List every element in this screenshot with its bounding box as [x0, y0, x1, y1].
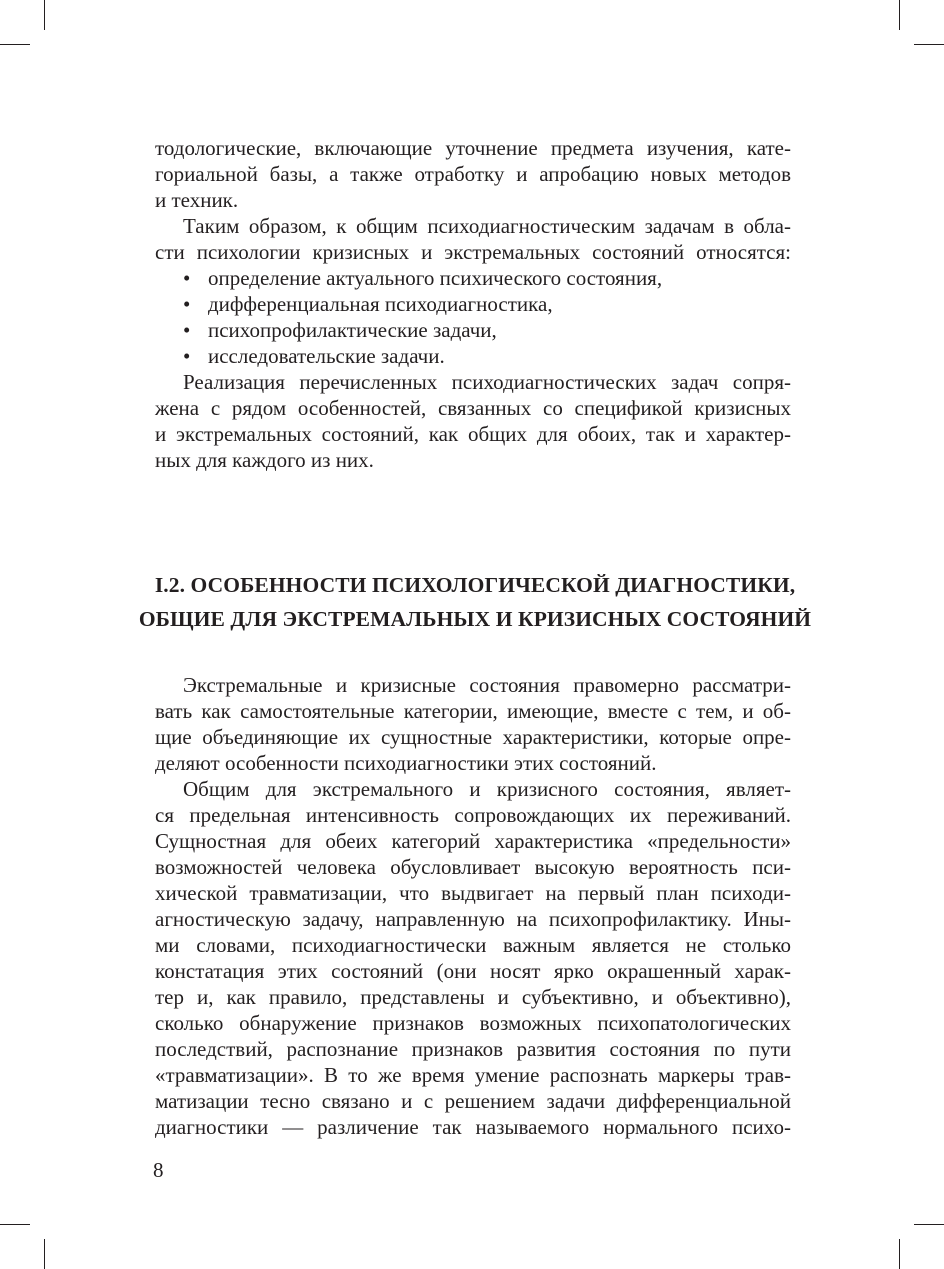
paragraph-line: матизации тесно связано и с решением задачи дифференциальной	[155, 1089, 791, 1113]
list-item-text: исследовательские задачи.	[208, 344, 445, 368]
paragraph-line: ных для каждого из них.	[155, 448, 374, 472]
section-heading-line: I.2. ОСОБЕННОСТИ ПСИХОЛОГИЧЕСКОЙ ДИАГНОСТИКИ,	[154, 573, 796, 597]
page-number: 8	[153, 1158, 164, 1182]
paragraph-line: сти психологии кризисных и экстремальных состояний относятся:	[155, 240, 791, 264]
paragraph-line: Общим для экстремального и кризисного состояния, являет-	[183, 777, 791, 801]
crop-mark-bottom-right	[899, 1239, 900, 1269]
crop-mark-bottom-left	[0, 1224, 30, 1225]
section-heading	[120, 568, 830, 636]
crop-mark-top-left	[44, 0, 45, 30]
paragraph-line: сколько обнаружение признаков возможных психопатологических	[155, 1011, 791, 1035]
paragraph-line: последствий, распознание признаков развития состояния по пути	[155, 1037, 791, 1061]
paragraph-line: возможностей человека обусловливает высокую вероятность пси-	[155, 855, 791, 879]
list-item-text: дифференциальная психодиагностика,	[208, 292, 553, 316]
intro-text-block	[155, 135, 791, 473]
paragraph-line: вать как самостоятельные категории, имеющие, вместе с тем, и об-	[155, 699, 791, 723]
paragraph-line: и экстремальных состояний, как общих для обоих, так и характер-	[155, 422, 791, 446]
list-item-text: определение актуального психического состояния,	[208, 266, 663, 290]
paragraph-line: Реализация перечисленных психодиагностических задач сопря-	[183, 370, 791, 394]
body-text-block	[155, 672, 791, 1140]
bullet-icon: •	[183, 318, 191, 342]
list-item	[155, 317, 791, 343]
list-item	[155, 265, 791, 291]
paragraph-line: и техник.	[155, 188, 239, 212]
paragraph-line: агностическую задачу, направленную на психопрофилактику. Ины-	[155, 907, 791, 931]
paragraph-line: хической травматизации, что выдвигает на первый план психоди-	[155, 881, 791, 905]
paragraph-line: ми словами, психодиагностически важным является не столько	[155, 933, 791, 957]
paragraph-line: ся предельная интенсивность сопровождающих их переживаний.	[155, 803, 791, 827]
bullet-icon: •	[183, 266, 191, 290]
bullet-icon: •	[183, 292, 191, 316]
paragraph-line: щие объединяющие их сущностные характеристики, которые опре-	[155, 725, 791, 749]
paragraph-line: жена с рядом особенностей, связанных со спецификой кризисных	[155, 396, 791, 420]
list-item	[155, 343, 791, 369]
paragraph-line: тодологические, включающие уточнение предмета изучения, кате-	[155, 136, 791, 160]
crop-mark-bottom-right	[914, 1224, 944, 1225]
crop-mark-top-left	[0, 44, 30, 45]
crop-mark-top-right	[899, 0, 900, 30]
task-list	[155, 265, 791, 369]
paragraph-line: «травматизации». В то же время умение распознать маркеры трав-	[155, 1063, 791, 1087]
section-heading-line: ОБЩИЕ ДЛЯ ЭКСТРЕМАЛЬНЫХ И КРИЗИСНЫХ СОСТОЯНИЙ	[138, 607, 812, 631]
paragraph-line: гориальной базы, а также отработку и апробацию новых методов	[155, 162, 791, 186]
paragraph-line: Сущностная для обеих категорий характеристика «предельности»	[155, 829, 791, 853]
list-item	[155, 291, 791, 317]
crop-mark-bottom-left	[44, 1239, 45, 1269]
paragraph-line: Экстремальные и кризисные состояния правомерно рассматри-	[183, 673, 791, 697]
paragraph-line: тер и, как правило, представлены и субъективно, и объективно),	[155, 985, 791, 1009]
crop-mark-top-right	[914, 44, 944, 45]
paragraph-line: диагностики — различение так называемого нормального психо-	[155, 1115, 791, 1139]
paragraph-line: Таким образом, к общим психодиагностическим задачам в обла-	[183, 214, 791, 238]
list-item-text: психопрофилактические задачи,	[208, 318, 497, 342]
bullet-icon: •	[183, 344, 191, 368]
paragraph-line: деляют особенности психодиагностики этих состояний.	[155, 751, 657, 775]
paragraph-line: констатация этих состояний (они носят ярко окрашенный харак-	[155, 959, 791, 983]
